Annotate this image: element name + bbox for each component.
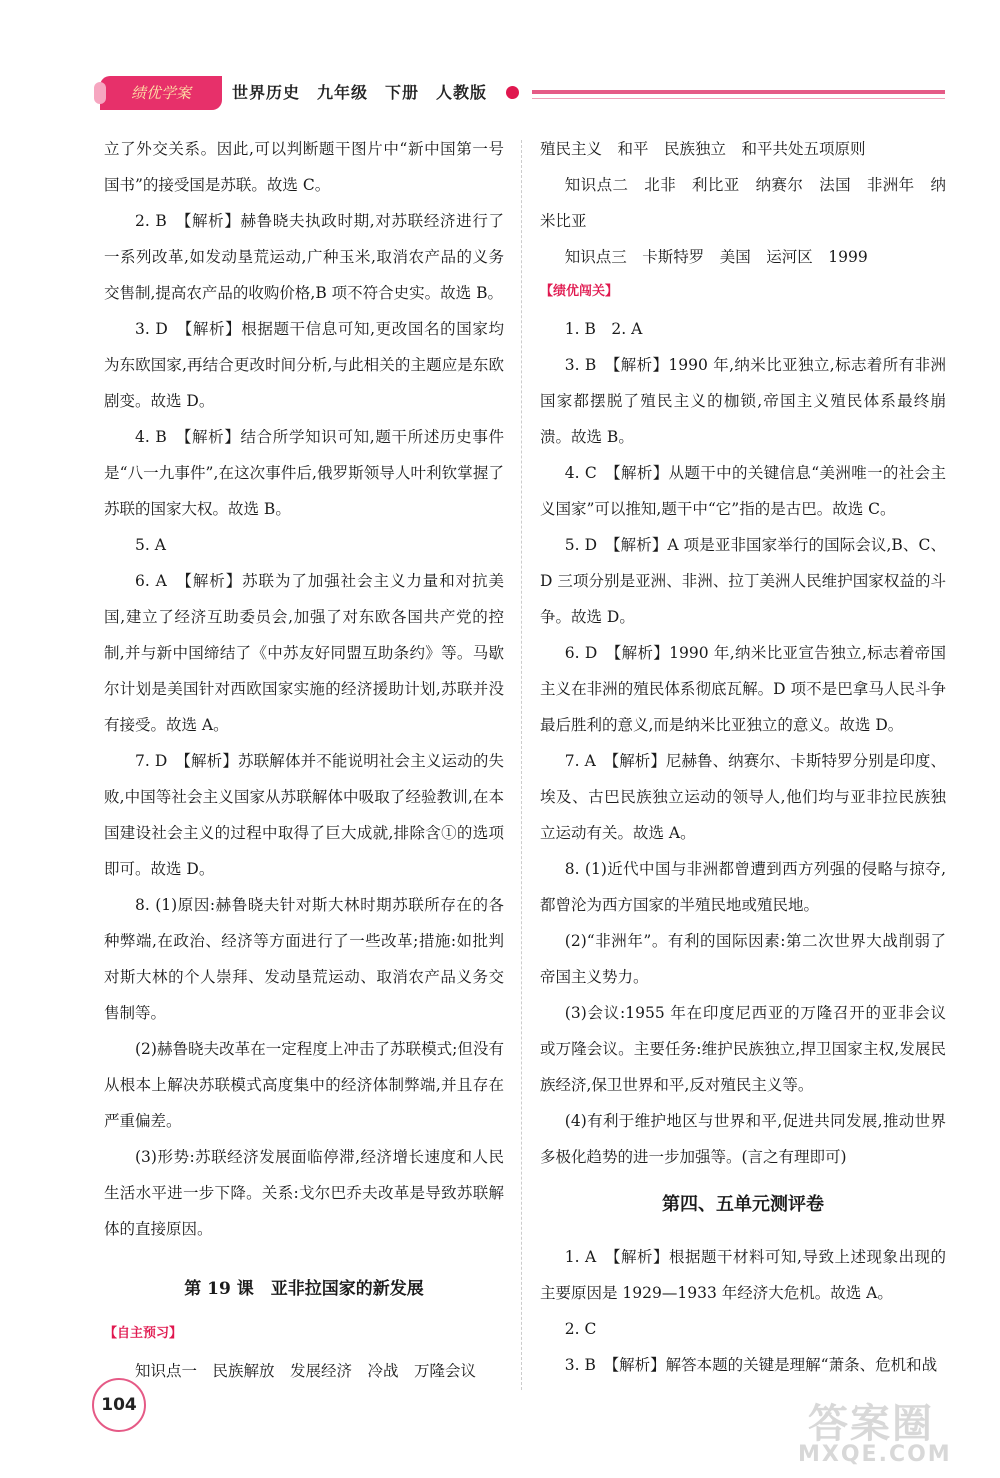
answer-7: 7. D 【解析】苏联解体并不能说明社会主义运动的失败,中国等社会主义国家从苏联解体中吸取了经验教训,在本国建设社会主义的过程中取得了巨大成就,排除含①的选项即可。故选 D。 xyxy=(104,752,504,878)
header-rule xyxy=(532,90,945,94)
answer-4: 4. B 【解析】结合所学知识可知,题干所述历史事件是“八一九事件”,在这次事件后,俄罗斯领导人叶利钦掌握了苏联的国家大权。故选 B。 xyxy=(104,428,504,518)
left-column xyxy=(104,131,504,1389)
answer-4: 4. C 【解析】从题干中的关键信息“美洲唯一的社会主义国家”可以推知,题干中“它”指的是古巴。故选 C。 xyxy=(540,464,946,518)
answer-8-part1: 8. (1)近代中国与非洲都曾遭到西方列强的侵略与掠夺,都曾沦为西方国家的半殖民地或殖民地。 xyxy=(540,860,946,914)
answer-8-part2: (2)“非洲年”。有利的国际因素:第二次世界大战削弱了帝国主义势力。 xyxy=(540,932,946,986)
knowledge-point-2: 知识点二 北非 利比亚 纳赛尔 法国 非洲年 纳米比亚 xyxy=(540,176,946,230)
unit-answer-3: 3. B 【解析】解答本题的关键是理解“萧条、危机和战 xyxy=(564,1356,938,1374)
paragraph: 立了外交关系。因此,可以判断题干图片中“新中国第一号国书”的接受国是苏联。故选 C。 xyxy=(104,140,504,194)
watermark-url: MXQE.COM xyxy=(798,1442,952,1467)
unit-answer-1: 1. A 【解析】根据题干材料可知,导致上述现象出现的主要原因是 1929—1933 年经济大危机。故选 A。 xyxy=(540,1248,946,1302)
page-header xyxy=(100,72,945,112)
answer-5: 5. D 【解析】A 项是亚非国家举行的国际会议,B、C、D 三项分别是亚洲、非洲、拉丁美洲人民维护国家权益的斗争。故选 D。 xyxy=(540,536,946,626)
answer-3: 3. D 【解析】根据题干信息可知,更改国名的国家均为东欧国家,再结合更改时间分析,与此相关的主题应是东欧剧变。故选 D。 xyxy=(104,320,504,410)
answer-8-part2: (2)赫鲁晓夫改革在一定程度上冲击了苏联模式;但没有从根本上解决苏联模式高度集中的经济体制弊端,并且存在严重偏差。 xyxy=(104,1040,504,1130)
lesson-title: 第 19 课 亚非拉国家的新发展 xyxy=(184,1279,424,1299)
header-dot xyxy=(506,86,519,99)
answer-8-part1: 8. (1)原因:赫鲁晓夫针对斯大林时期苏联所存在的各种弊端,在政治、经济等方面进行了一些改革;措施:如批判对斯大林的个人崇拜、发动垦荒运动、取消农产品义务交售制等。 xyxy=(104,896,504,1022)
answer-6: 6. D 【解析】1990 年,纳米比亚宣告独立,标志着帝国主义在非洲的殖民体系彻底瓦解。D 项不是巴拿马人民斗争最后胜利的意义,而是纳米比亚独立的意义。故选 D。 xyxy=(540,644,946,734)
answer-8-part4: (4)有利于维护地区与世界和平,促进共同发展,推动世界多极化趋势的进一步加强等。(言之有理即可) xyxy=(540,1112,946,1166)
watermark-text: 答案圈 xyxy=(808,1401,934,1447)
watermark xyxy=(778,1392,968,1470)
unit-title: 第四、五单元测评卷 xyxy=(662,1194,824,1215)
answer-1-2: 1. B 2. A xyxy=(564,320,643,338)
answer-6: 6. A 【解析】苏联为了加强社会主义力量和对抗美国,建立了经济互助委员会,加强了对东欧各国共产党的控制,并与新中国缔结了《中苏友好同盟互助条约》等。马歇尔计划是美国针对西欧国家实施的经济援助计划,苏联并没有接受。故选 A。 xyxy=(104,572,504,734)
column-divider xyxy=(521,140,522,1390)
knowledge-point-1-cont: 殖民主义 和平 民族独立 和平共处五项原则 xyxy=(540,140,866,158)
knowledge-point-3: 知识点三 卡斯特罗 美国 运河区 1999 xyxy=(564,248,868,266)
header-rule-thin xyxy=(532,98,945,99)
right-column xyxy=(540,131,946,1383)
answer-8-part3: (3)会议:1955 年在印度尼西亚的万隆召开的亚非会议或万隆会议。主要任务:维护民族独立,捍卫国家主权,发展民族经济,保卫世界和平,反对殖民主义等。 xyxy=(540,1004,946,1094)
answer-5: 5. A xyxy=(135,536,166,554)
knowledge-point-1: 知识点一 民族解放 发展经济 冷战 万隆会议 xyxy=(135,1362,477,1380)
brand-badge: 绩优学案 xyxy=(100,76,222,110)
section-tag-pass: 【绩优闯关】 xyxy=(540,284,619,299)
answer-7: 7. A 【解析】尼赫鲁、纳赛尔、卡斯特罗分别是印度、埃及、古巴民族独立运动的领导人,他们均与亚非拉民族独立运动有关。故选 A。 xyxy=(540,752,946,842)
unit-answer-2: 2. C xyxy=(564,1320,597,1338)
answer-3: 3. B 【解析】1990 年,纳米比亚独立,标志着所有非洲国家都摆脱了殖民主义的枷锁,帝国主义殖民体系最终崩溃。故选 B。 xyxy=(540,356,946,446)
answer-8-part3: (3)形势:苏联经济发展面临停滞,经济增长速度和人民生活水平进一步下降。关系:戈尔巴乔夫改革是导致苏联解体的直接原因。 xyxy=(104,1148,504,1238)
series-title: 世界历史 九年级 下册 人教版 xyxy=(232,83,488,102)
page-number: 104 xyxy=(92,1378,146,1432)
section-tag-preview: 【自主预习】 xyxy=(104,1326,183,1341)
answer-2: 2. B 【解析】赫鲁晓夫执政时期,对苏联经济进行了一系列改革,如发动垦荒运动,广种玉米,取消农产品的义务交售制,提高农产品的收购价格,B 项不符合史实。故选 B。 xyxy=(104,212,504,302)
